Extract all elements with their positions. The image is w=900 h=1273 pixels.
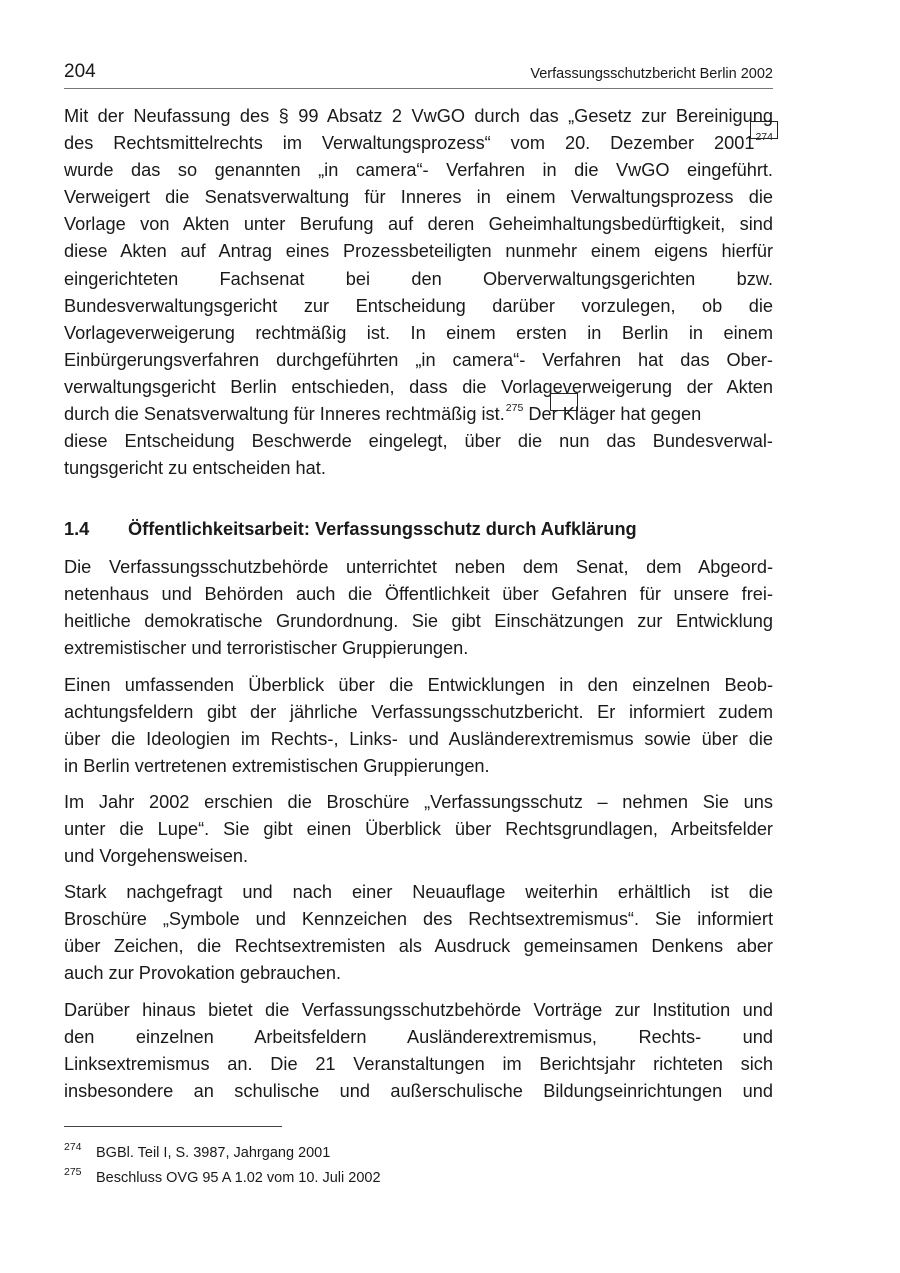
footnote-ref-274[interactable]: 274 <box>755 131 773 144</box>
text-line: extremistischer und terroristischer Gruppierungen. <box>64 638 469 659</box>
footnote-separator <box>64 1126 282 1127</box>
footnote-text: Beschluss OVG 95 A 1.02 vom 10. Juli 2002 <box>96 1170 381 1186</box>
text-line: Vorlageverweigerung rechtmäßig ist. In einem ersten in Berlin in einem <box>64 322 773 343</box>
text-line: Darüber hinaus bietet die Verfassungsschutzbehörde Vorträge zur Institution und <box>64 1000 773 1020</box>
text-line: Einen umfassenden Überblick über die Entwicklungen in den einzelnen Beob- <box>64 675 773 695</box>
section-heading <box>64 516 773 543</box>
text-line: Im Jahr 2002 erschien die Broschüre „Verfassungsschutz – nehmen Sie uns <box>64 792 773 812</box>
running-title: Verfassungsschutzbericht Berlin 2002 <box>530 66 773 82</box>
text-line: wurde das so genannten „in camera“- Verfahren in die VwGO eingeführt. <box>64 160 773 181</box>
text-line: eingerichteten Fachsenat bei den Oberverwaltungsgerichten bzw. <box>64 268 773 289</box>
text-line: diese Entscheidung Beschwerde eingelegt, über die nun das Bundesverwal- <box>64 431 773 452</box>
text-line: achtungsfeldern gibt der jährliche Verfassungsschutzbericht. Er informiert zudem <box>64 702 773 723</box>
page-number: 204 <box>64 61 96 82</box>
text-line: diese Akten auf Antrag eines Prozessbeteiligten nunmehr einem eigens hierfür <box>64 241 773 262</box>
text-line: insbesondere an schulische und außerschulische Bildungseinrichtungen und <box>64 1081 773 1102</box>
text-line: Die Verfassungsschutzbehörde unterrichtet neben dem Senat, dem Abgeord- <box>64 557 773 577</box>
text-line: Stark nachgefragt und nach einer Neuauflage weiterhin erhältlich ist die <box>64 882 773 902</box>
text-line: und Vorgehensweisen. <box>64 846 249 867</box>
text-line: Mit der Neufassung des § 99 Absatz 2 VwGO durch das „Gesetz zur Bereinigung <box>64 106 773 126</box>
paragraph-ueberblick <box>64 672 773 780</box>
paragraph-unterrichtung <box>64 554 773 662</box>
text-line: über Zeichen, die Rechtsextremisten als Ausdruck gemeinsamen Denkens aber <box>64 936 773 957</box>
text-line: Vorlage von Akten unter Berufung auf deren Geheimhaltungsbedürftigkeit, sind <box>64 214 773 235</box>
paragraph-broschuere-lupe <box>64 789 773 870</box>
text-line: den einzelnen Arbeitsfeldern Ausländerextremismus, Rechts- und <box>64 1027 773 1048</box>
paragraph-vortraege <box>64 997 773 1105</box>
text-line: durch die Senatsverwaltung für Inneres rechtmäßig ist.$^{275}$ Der Kläger hat gegen <box>64 402 702 425</box>
page-header <box>64 58 773 89</box>
section-title: Öffentlichkeitsarbeit: Verfassungsschutz durch Aufklärung <box>128 519 637 539</box>
footnote-ref-275-highlight <box>550 393 578 411</box>
paragraph-broschuere-symbole <box>64 879 773 987</box>
text-line: heitliche demokratische Grundordnung. Sie gibt Einschätzungen zur Entwicklung <box>64 611 773 632</box>
text-line: des Rechtsmittelrechts im Verwaltungsprozess“ vom 20. Dezember 2001$^{274}$ <box>64 131 773 154</box>
text-line: Broschüre „Symbole und Kennzeichen des Rechtsextremismus“. Sie informiert <box>64 909 773 930</box>
footnote-text: BGBl. Teil I, S. 3987, Jahrgang 2001 <box>96 1145 331 1161</box>
paragraph-neufassung-vwgo <box>64 103 773 482</box>
text-line: Linksextremismus an. Die 21 Veranstaltungen im Berichtsjahr richteten sich <box>64 1054 773 1075</box>
section-number: 1.4 <box>64 519 90 539</box>
text-line: Einbürgerungsverfahren durchgeführten „in camera“- Verfahren hat das Ober- <box>64 349 773 370</box>
footnote-ref-274-highlight <box>750 121 778 139</box>
text-line: tungsgericht zu entscheiden hat. <box>64 458 326 479</box>
text-line: in Berlin vertretenen extremistischen Gruppierungen. <box>64 756 490 777</box>
text-line: netenhaus und Behörden auch die Öffentlichkeit über Gefahren für unsere frei- <box>64 584 773 605</box>
text-line: Bundesverwaltungsgericht zur Entscheidung darüber vorzulegen, ob die <box>64 295 773 316</box>
text-line: über die Ideologien im Rechts-, Links- und Ausländerextremismus sowie über die <box>64 729 773 750</box>
text-line: verwaltungsgericht Berlin entschieden, dass die Vorlageverweigerung der Akten <box>64 376 773 397</box>
text-line: auch zur Provokation gebrauchen. <box>64 963 342 984</box>
text-line: Verweigert die Senatsverwaltung für Inneres in einem Verwaltungsprozess die <box>64 187 773 208</box>
footnote-number: 275 <box>64 1166 82 1178</box>
text-line: unter die Lupe“. Sie gibt einen Überblick über Rechtsgrundlagen, Arbeitsfelder <box>64 819 773 840</box>
footnote-number: 274 <box>64 1141 82 1153</box>
footnote-ref-275[interactable]: 275 <box>505 402 524 415</box>
